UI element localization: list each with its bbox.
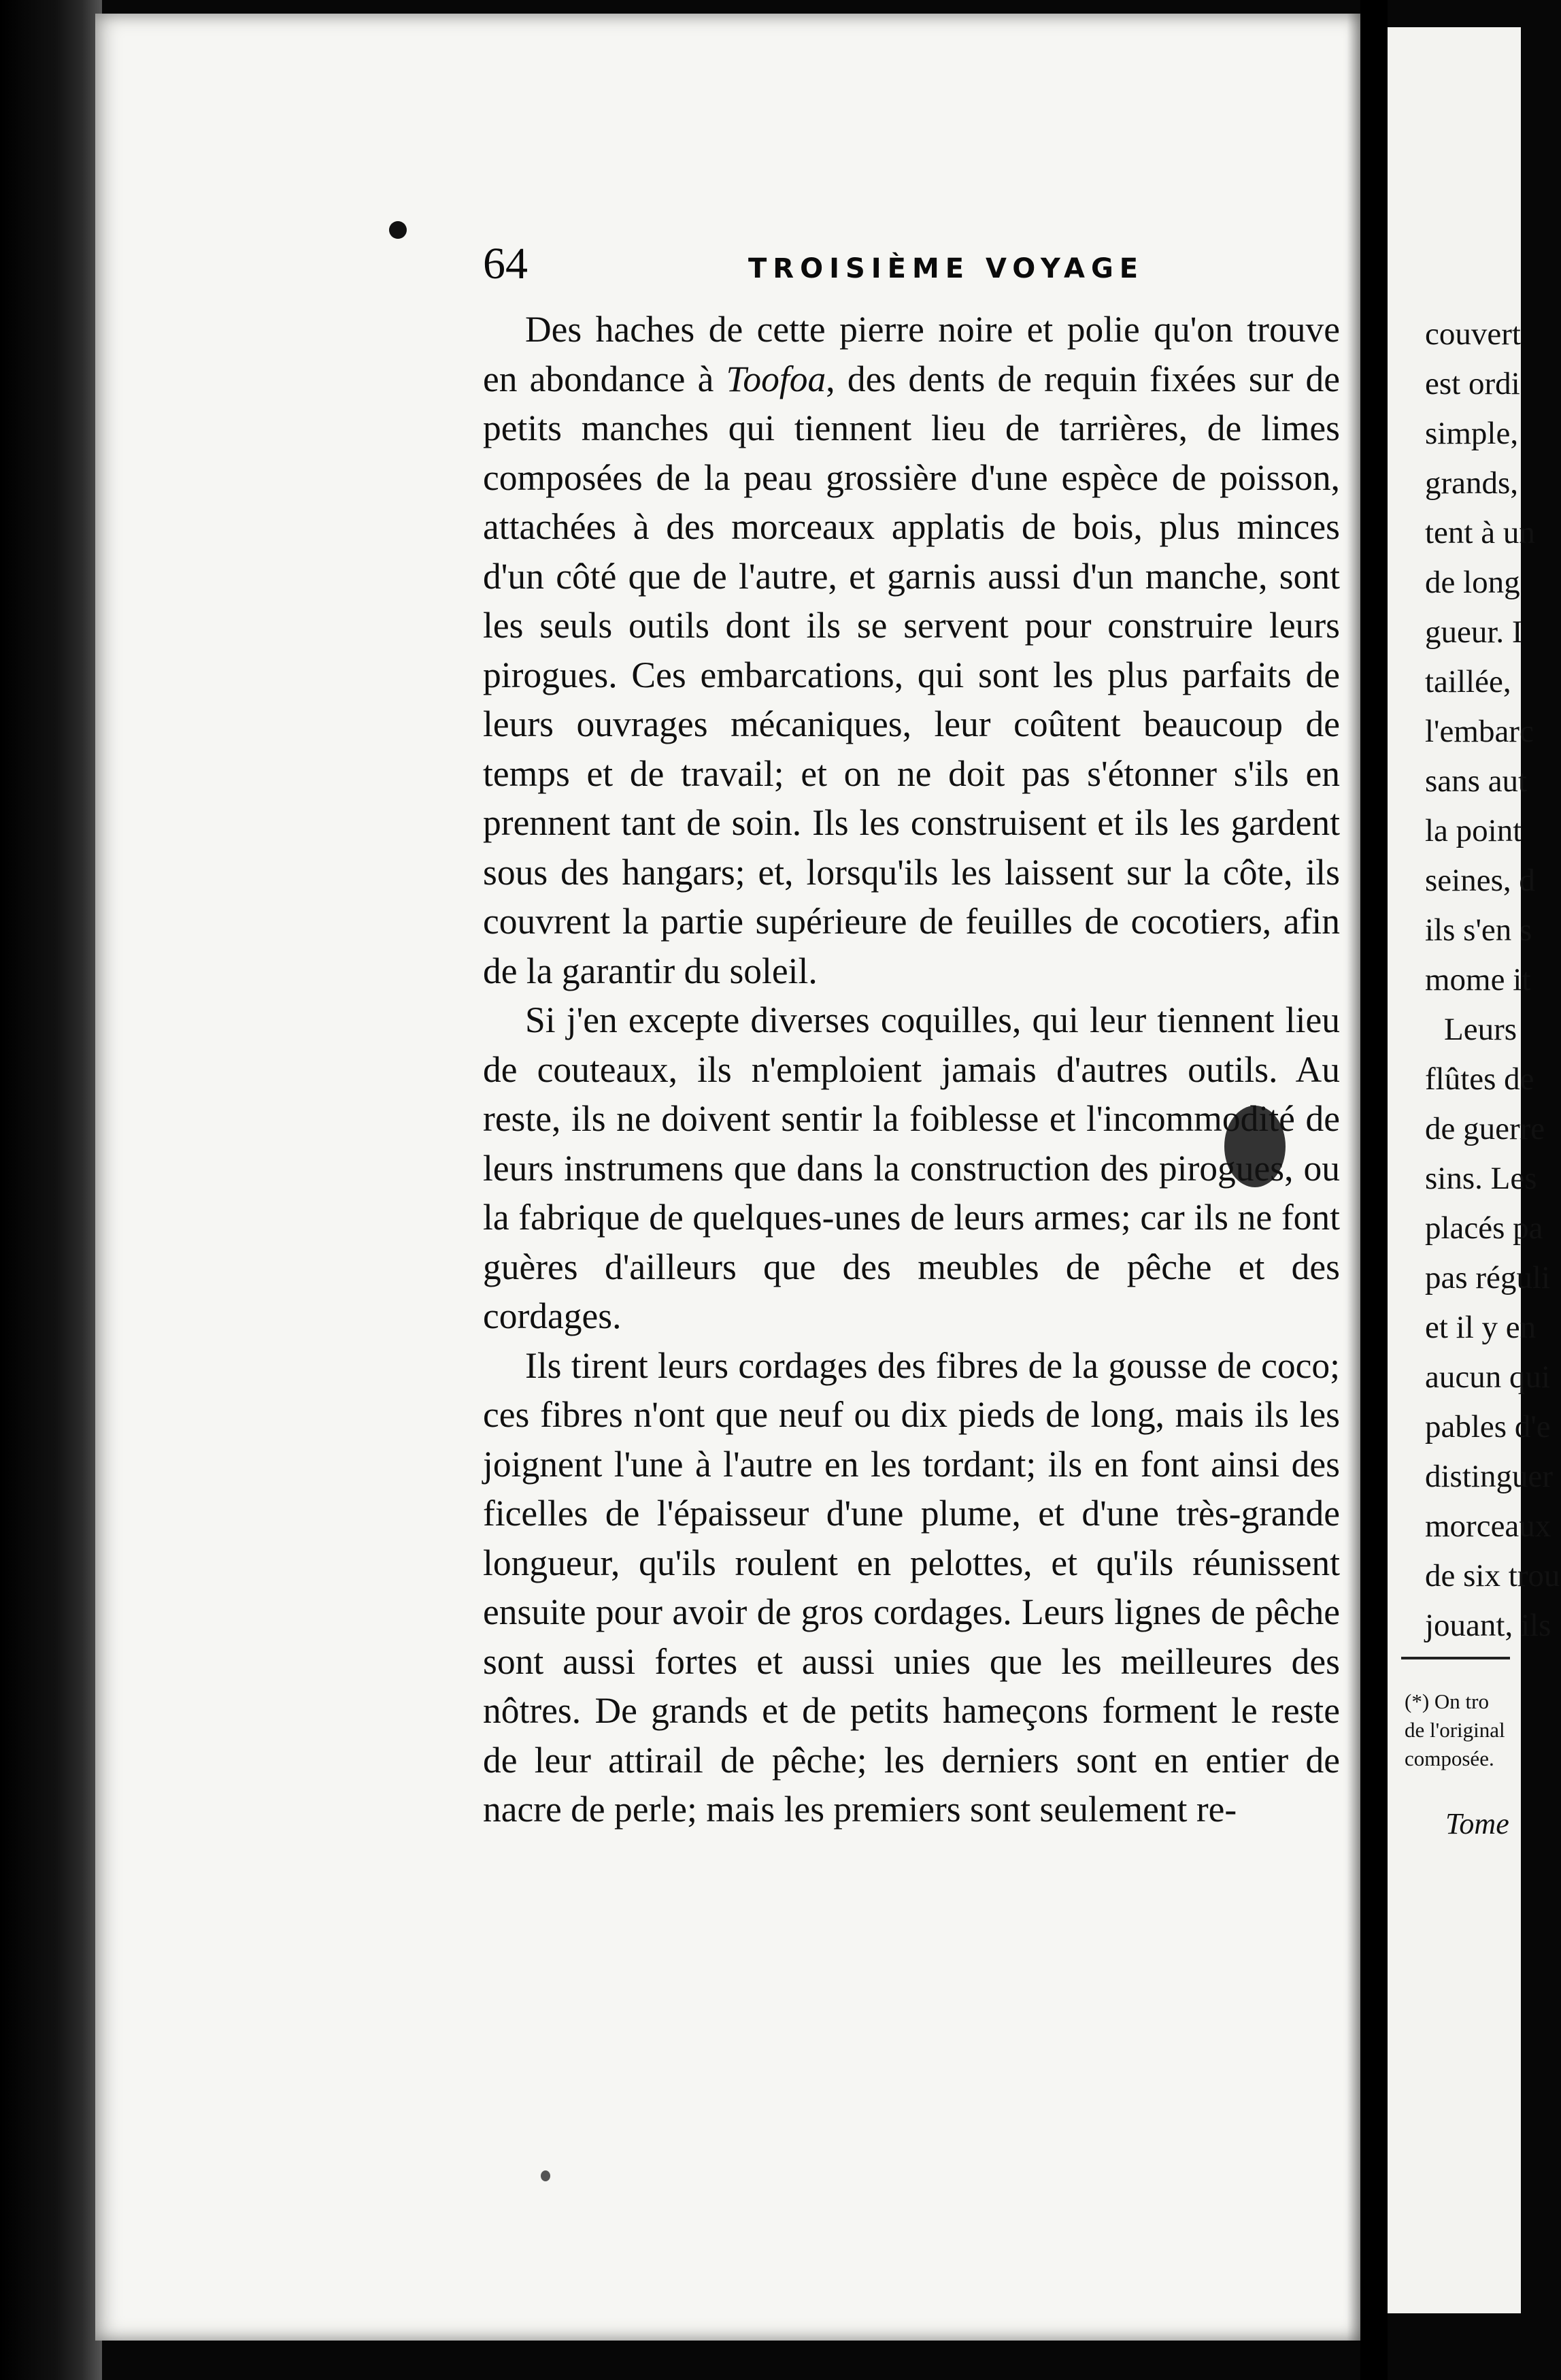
footnote-line: (*) On tro [1405, 1689, 1489, 1713]
text-line: et il y en [1425, 1310, 1537, 1345]
page-edge-shadow [1347, 14, 1360, 2341]
text-line: pables d'e [1425, 1409, 1551, 1444]
text-line: flûtes de [1425, 1061, 1534, 1097]
body-text [483, 305, 1340, 1834]
text-line: sans aut [1425, 763, 1528, 799]
place-name: Toofoa [726, 358, 826, 399]
ink-spot [389, 221, 407, 239]
paragraph: Si j'en excepte diverses coquilles, qui leur tiennent lieu de couteaux, ils n'emploient jamais d'autres outils. Au reste, ils ne doivent sentir la foiblesse et l'incommodité de leurs instrumens que dans la construction des pirogues, ou la fabrique de quelques-unes de leurs armes; car ils ne font guères d'ailleurs que des meubles de pêche et des cordages. [483, 999, 1340, 1336]
text-line: ils s'en s [1425, 912, 1532, 948]
paragraph-text: , des dents de requin fixées sur de petits manches qui tiennent lieu de tarrières, de limes composées de la peau grossière d'une espèce de poisson, attachées à des morceaux applatis de bois, plus minces d'un côté que de l'autre, et garnis aussi d'un manche, sont les seuls outils dont ils se servent pour construire leurs pirogues. Ces embarcations, qui sont les plus parfaits de leurs ouvrages mécaniques, leur coûtent beaucoup de temps et de travail; et on ne doit pas s'étonner s'ils en prennent tant de soin. Ils les construisent et ils les gardent sous des hangars; et, lorsqu'ils les laissent sur la côte, ils couvrent la partie supérieure de feuilles de cocotiers, afin de la garantir du soleil. [483, 358, 1340, 991]
text-line: sins. Les [1425, 1161, 1537, 1196]
text-line: de six trou [1425, 1558, 1560, 1593]
book-gutter [1360, 0, 1388, 2380]
paragraph: Ils tirent leurs cordages des fibres de la gousse de coco; ces fibres n'ont que neuf ou dix pieds de long, mais ils les joignent l'une à l'autre en les tordant; ils en font ainsi des ficelles de l'épaisseur d'une plume, et d'une très-grande longueur, qu'ils roulent en pelottes, et qu'ils réunissent ensuite pour avoir de gros cordages. Leurs lignes de pêche sont aussi fortes et aussi unies que les meilleures des nôtres. De grands et de petits hameçons forment le reste de leur attirail de pêche; les derniers sont en entier de nacre de perle; mais les premiers sont seulement re- [483, 1344, 1340, 1830]
facing-page-text [1425, 310, 1561, 1651]
text-line: couvert [1425, 316, 1521, 352]
text-line: simple, [1425, 416, 1519, 451]
facing-page [1388, 27, 1560, 2313]
text-line: tent à un [1425, 515, 1535, 550]
text-line: gueur. I [1425, 614, 1523, 650]
text-line: est ordi [1425, 366, 1520, 401]
text-line: grands, [1425, 465, 1519, 501]
footnote-line: composée. [1405, 1747, 1494, 1770]
text-line: jouant, ils [1425, 1608, 1551, 1643]
footnote [1405, 1687, 1541, 1773]
text-line: morceaux [1425, 1508, 1551, 1544]
book-binding-left [0, 0, 102, 2380]
footnote-line: de l'original [1405, 1718, 1505, 1742]
text-line: aucun qui [1425, 1359, 1551, 1395]
text-line: de guerre [1425, 1111, 1545, 1146]
text-line: seines, d [1425, 863, 1535, 898]
text-line: placés pa [1425, 1210, 1543, 1246]
page-number: 64 [483, 239, 528, 288]
text-line: distinguer [1425, 1459, 1553, 1494]
ink-spot [541, 2170, 550, 2181]
text-line: Leurs [1444, 1012, 1517, 1047]
paragraph-text: Des haches de cette pierre noire et polie qu'on trouve en abondance à [483, 309, 1340, 399]
text-line: la point [1425, 813, 1522, 848]
running-title: TROISIÈME VOYAGE [748, 253, 1145, 284]
paragraph [483, 305, 1340, 995]
text-line: mome it [1425, 962, 1531, 997]
signature-mark: Tome [1445, 1807, 1509, 1840]
footnote-rule [1401, 1657, 1510, 1659]
text-line: pas réguli [1425, 1260, 1551, 1295]
text-line: taillée, [1425, 664, 1511, 699]
text-line: de long [1425, 565, 1520, 600]
text-line: l'embarc [1425, 714, 1534, 749]
